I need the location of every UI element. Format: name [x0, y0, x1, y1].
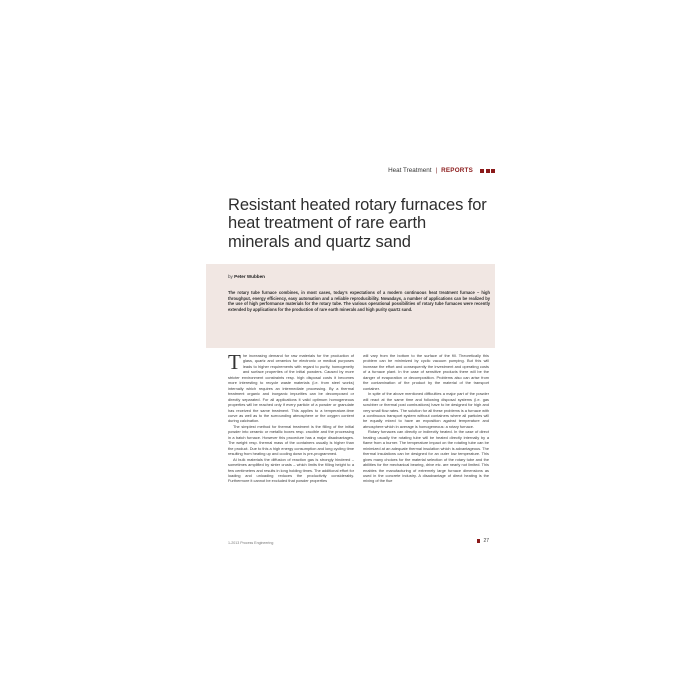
byline-prefix: by: [228, 274, 233, 279]
page-number: 27: [483, 538, 489, 544]
paragraph-text: he increasing demand for raw materials for the production of glass, quartz and ceramics for electronic or medical purposes leads to higher requirements with regard to purity, homogeneity and surface properties of the initial powders. Caused by more stricter environment constraints resp. high disposal costs it becomes more interesting to recycle waste materials (i.e. from steel works) internally which requires an intermediate processing. By a thermal treatment organic and inorganic impurities can be decomposed or directly separated. For all applications it valid optimum homogeneous properties will be reached only if every particle of a powder or granulate has received the same treatment. This applies to a temperature-time curve as well as to the surrounding atmosphere or the oxygen content during calcination.: [228, 353, 354, 424]
article-title: Resistant heated rotary furnaces for heat treatment of rare earth minerals and quartz sand: [228, 196, 487, 251]
drop-cap: T: [228, 350, 241, 374]
article-page: [206, 150, 495, 555]
byline: [228, 274, 265, 279]
paragraph: [228, 350, 354, 424]
abstract-box: [206, 264, 495, 348]
accent-squares-icon: [480, 169, 495, 173]
category-label: REPORTS: [441, 167, 473, 174]
paragraph: will vary from the bottom to the surface of the fill. Theoretically this problem can be minimized by cyclic vacuum pumping. But this will increase the effort and consequently the investment and operating costs of a furnace plant. In the case of sensitive products there will be the danger of evaporation or decomposition. Problems also can arise from the contamination of the product by the material of the transport container.: [363, 353, 489, 391]
section-label: Heat Treatment: [388, 167, 432, 174]
body-column-right: [363, 353, 489, 484]
abstract-text: The rotary tube furnace combines, in most cases, today's expectations of a modern continuous heat treatment furnace – high throughput, energy efficiency, easy automation and a reliable reproducibility. Nowadays, a number of applications can be realized by the use of high performance materials for the rotary tube. The various operational possibilities of rotary tube furnaces were recently extended by applications for the production of rare earth minerals and high purity quartz sand.: [228, 290, 490, 313]
header-divider: |: [435, 167, 438, 174]
running-header: [388, 167, 495, 174]
page-marker-icon: [477, 539, 481, 543]
paragraph: In spite of the above mentioned difficulties a major part of the powder will react at the same time and following disposal systems (i.e. gas scrubber or thermal post combustions) have to be designed for high and very small flow rates. The solution for all these problems is a furnace with a continuous transport system without containers where all particles will be equally mixed to have an exposition against temperature and atmosphere which in average is homogeneous: a rotary furnace.: [363, 391, 489, 429]
footer-publication: 1-2013 Process Engineering: [228, 541, 274, 545]
footer-page: [477, 538, 489, 544]
author-name: Peter Wubben: [234, 274, 265, 279]
body-column-left: [228, 350, 354, 484]
paragraph: The simplest method for thermal treatment is the filling of the initial powder into ceramic or metallic boxes resp. crucible and the processing in a batch furnace. However this procedure has a major disadvantages. The weight resp. thermal mass of the containers usually is higher than the product. Due to this a high energy consumption and long cycling time resulting from heating up and cooling down is pre-programmed.: [228, 423, 354, 457]
paragraph: At bulk materials the diffusion of reaction gas is strongly hindered – sometimes amplified by sinter crusts – which limits the filling height to a few centimeters and results in long holding times. The additional effort for loading and unloading reduces the productivity considerably. Furthermore it cannot be excluded that powder properties: [228, 456, 354, 484]
paragraph: Rotary furnaces can directly or indirectly heated. In the case of direct heating usually the rotating tube will be heated directly internally by a flame from a burner. The temperature impact on the rotating tube can be minimized at an adequate thermal insulation which is advantageous. The thermal insulations can be designed for an outer low temperature. This gives many choices for the material selection of the rotary tube and the abilities for the mechanical bearing, drive etc. are nearly not limited. This enables the manufacturing of extremely large furnace dimensions as used in the concrete industry. A disadvantage of direct heating is the mixing of the flue: [363, 429, 489, 484]
